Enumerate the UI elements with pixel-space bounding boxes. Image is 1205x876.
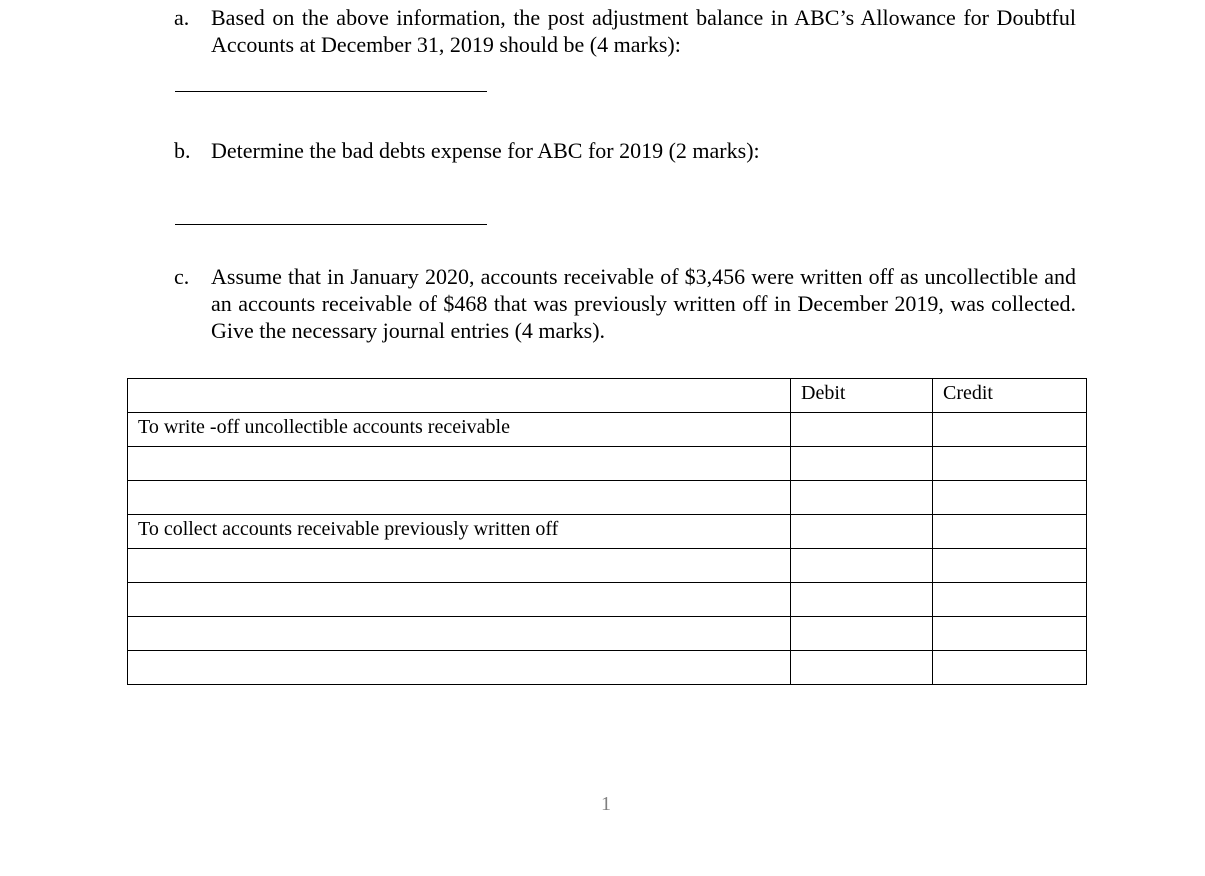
answer-line-b[interactable] bbox=[175, 224, 487, 225]
question-b-text: Determine the bad debts expense for ABC for 2019 (2 marks): bbox=[211, 138, 760, 163]
debit-cell[interactable] bbox=[791, 413, 933, 447]
debit-cell[interactable] bbox=[791, 481, 933, 515]
description-cell[interactable] bbox=[128, 583, 791, 617]
table-row bbox=[128, 617, 1087, 651]
question-a bbox=[174, 4, 1076, 58]
credit-cell[interactable] bbox=[933, 651, 1087, 685]
credit-cell[interactable] bbox=[933, 515, 1087, 549]
table-row bbox=[128, 549, 1087, 583]
debit-cell[interactable] bbox=[791, 583, 933, 617]
page-number: 1 bbox=[601, 793, 611, 815]
debit-cell[interactable] bbox=[791, 447, 933, 481]
credit-cell[interactable] bbox=[933, 447, 1087, 481]
debit-cell[interactable] bbox=[791, 549, 933, 583]
credit-cell[interactable] bbox=[933, 549, 1087, 583]
credit-cell[interactable] bbox=[933, 413, 1087, 447]
table-row bbox=[128, 481, 1087, 515]
description-cell[interactable] bbox=[128, 481, 791, 515]
question-c bbox=[174, 263, 1076, 344]
table-row bbox=[128, 447, 1087, 481]
debit-cell[interactable] bbox=[791, 617, 933, 651]
description-cell[interactable] bbox=[128, 447, 791, 481]
table-row bbox=[128, 651, 1087, 685]
question-b-letter: b. bbox=[174, 138, 191, 163]
table-header-row bbox=[128, 379, 1087, 413]
question-c-text: Assume that in January 2020, accounts receivable of $3,456 were written off as uncollectible and an accounts receivable of $468 that was previously written off in December 2019, was collected. Give the necessary journal entries (4 marks). bbox=[211, 264, 1076, 343]
debit-cell[interactable] bbox=[791, 515, 933, 549]
description-cell[interactable]: To write -off uncollectible accounts receivable bbox=[128, 413, 791, 447]
credit-cell[interactable] bbox=[933, 617, 1087, 651]
question-a-letter: a. bbox=[174, 5, 190, 30]
debit-cell[interactable] bbox=[791, 651, 933, 685]
table-row bbox=[128, 515, 1087, 549]
journal-entry-table bbox=[127, 378, 1087, 685]
answer-line-a[interactable] bbox=[175, 91, 487, 92]
header-description-cell bbox=[128, 379, 791, 413]
credit-cell[interactable] bbox=[933, 583, 1087, 617]
table-row bbox=[128, 583, 1087, 617]
header-credit-cell: Credit bbox=[933, 379, 1087, 413]
question-c-letter: c. bbox=[174, 264, 190, 289]
credit-cell[interactable] bbox=[933, 481, 1087, 515]
description-cell[interactable] bbox=[128, 617, 791, 651]
question-a-text: Based on the above information, the post adjustment balance in ABC’s Allowance for Doubtful Accounts at December 31, 2019 should be (4 marks): bbox=[211, 5, 1076, 57]
question-b bbox=[174, 137, 1076, 164]
description-cell[interactable]: To collect accounts receivable previously written off bbox=[128, 515, 791, 549]
description-cell[interactable] bbox=[128, 549, 791, 583]
header-debit-cell: Debit bbox=[791, 379, 933, 413]
description-cell[interactable] bbox=[128, 651, 791, 685]
table-row bbox=[128, 413, 1087, 447]
